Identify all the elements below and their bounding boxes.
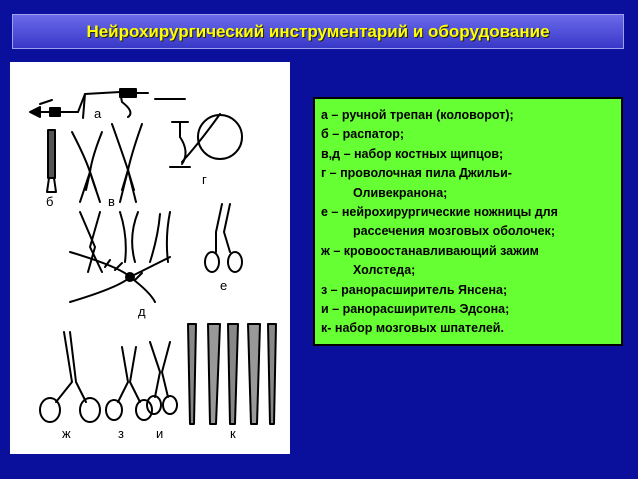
legend-line-z: з – ранорасширитель Янсена;: [321, 282, 508, 297]
label-b: б: [46, 194, 54, 209]
legend-box: [313, 97, 623, 346]
slide-title: Нейрохирургический инструментарий и оборудование: [86, 22, 550, 41]
label-e: е: [220, 278, 228, 293]
legend-line-i: и – ранорасширитель Эдсона;: [321, 302, 510, 317]
instruments-drawing: [10, 62, 290, 454]
title-bar: [12, 14, 624, 49]
edson-retractor-drawing: [147, 342, 177, 414]
label-g: г: [202, 172, 207, 187]
brain-spatulas-drawing: [188, 324, 276, 424]
bone-forceps-d-drawing: [70, 252, 170, 302]
hemostatic-clamp-drawing: [40, 332, 100, 422]
legend-line-zh: ж – кровоостанавливающий зажим: [321, 243, 539, 258]
gigli-saw-drawing: [170, 114, 242, 167]
label-a: а: [94, 106, 102, 121]
bone-forceps-v-drawing: [72, 124, 142, 202]
label-k: к: [230, 426, 236, 441]
raspatory-drawing: [47, 130, 56, 192]
legend-line-g-cont: Оливекранона;: [353, 185, 448, 200]
label-v: в: [108, 194, 115, 209]
label-zh: ж: [62, 426, 71, 441]
legend-line-e: е – нейрохирургические ножницы для: [321, 205, 558, 220]
legend-line-k: к- набор мозговых шпателей.: [321, 321, 504, 336]
legend-line-zh-cont: Холстеда;: [353, 263, 416, 278]
legend-line-e-cont: рассечения мозговых оболочек;: [353, 224, 555, 239]
legend-line-a: а – ручной трепан (коловорот);: [321, 108, 514, 122]
label-d: д: [138, 304, 146, 319]
legend-line-g: г – проволочная пила Джильи-: [321, 166, 512, 181]
label-z: з: [118, 426, 124, 441]
legend-line-v-d: в,д – набор костных щипцов;: [321, 146, 504, 161]
instruments-illustration: [10, 62, 290, 454]
scissors-drawing: [205, 204, 242, 272]
label-i: и: [156, 426, 164, 441]
legend-line-b: б – распатор;: [321, 127, 405, 142]
jansen-retractor-drawing: [106, 347, 152, 420]
trephine-drawing: [30, 89, 185, 118]
